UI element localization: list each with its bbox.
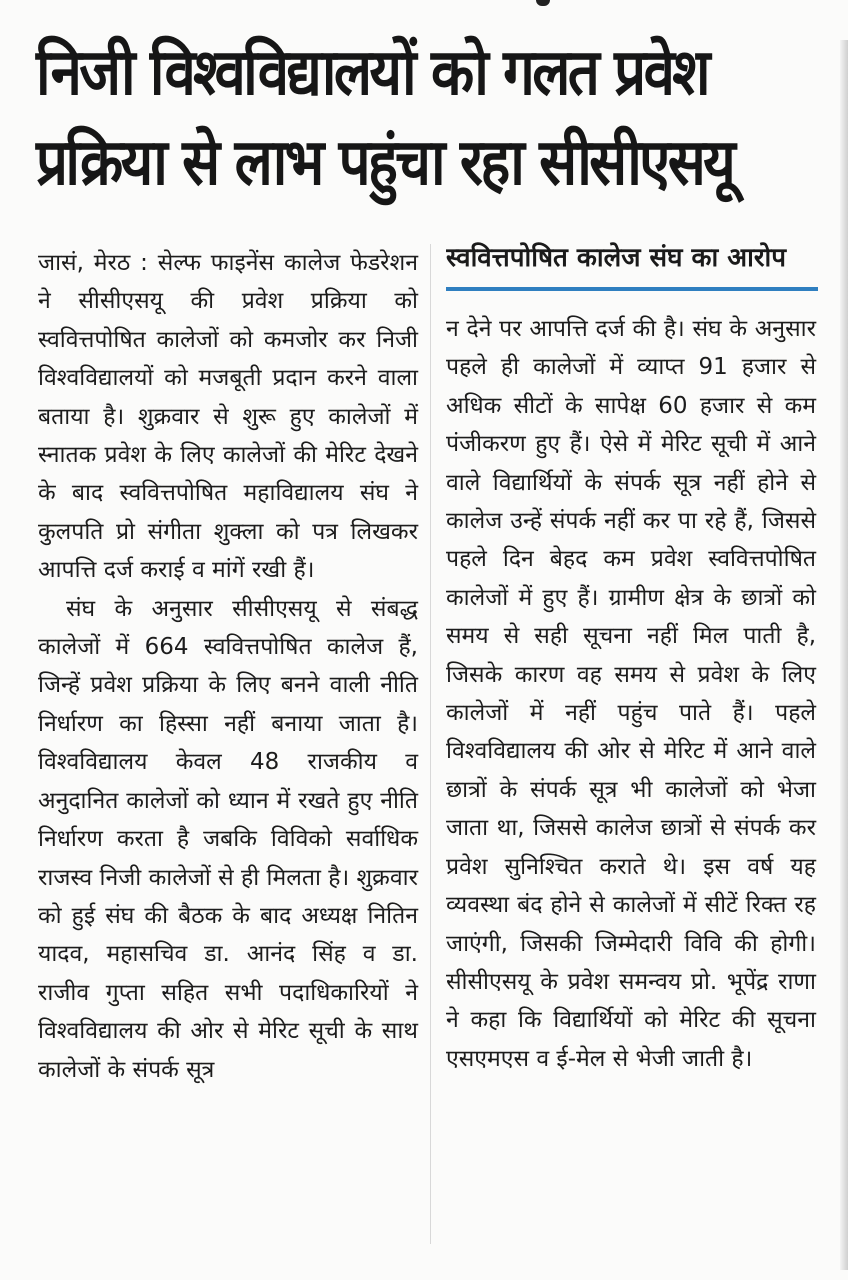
sidebar-heading-rule: [446, 287, 818, 291]
right-paragraph-1: न देने पर आपत्ति दर्ज की है। संघ के अनुसार पहले ही कालेजों में व्याप्त 91 हजार से अधिक सीटों के सापेक्ष 60 हजार से कम पंजीकरण हुए हैं। ऐसे में मेरिट सूची में आने वाले विद्यार्थियों के संपर्क सूत्र नहीं होने से कालेज उन्हें संपर्क नहीं कर पा रहे हैं, जिससे पहले दिन बेहद कम प्रवेश स्ववित्तपोषित कालेजों में हुए हैं। ग्रामीण क्षेत्र के छात्रों को समय से सही सूचना नहीं मिल पाती है, जिसके कारण वह समय से प्रवेश के लिए कालेजों में नहीं पहुंच पाते हैं। पहले विश्वविद्यालय की ओर से मेरिट में आने वाले छात्रों के संपर्क सूत्र भी कालेजों को भेजा जाता था, जिससे कालेज छात्रों से संपर्क कर प्रवेश सुनिश्चित कराते थे। इस वर्ष यह व्यवस्था बंद होने से कालेजों में सीटें रिक्त रह जाएंगी, जिसकी जिम्मेदारी विवि की होगी। सीसीएसयू के प्रवेश समन्वय प्रो. भूपेंद्र राणा ने कहा कि विद्यार्थियों को मेरिट की सूचना एसएमएस व ई-मेल से भेजी जाती है।: [446, 316, 816, 1072]
right-column: [446, 310, 816, 1078]
left-paragraph-2: संघ के अनुसार सीसीएसयू से संबद्ध कालेजों में 664 स्ववित्तपोषित कालेज हैं, जिन्हें प्रवेश प्रक्रिया के लिए बनने वाली नीति निर्धारण का हिस्सा नहीं बनाया जाता है। विश्वविद्यालय केवल 48 राजकीय व अनुदानित कालेजों को ध्यान में रखते हुए नीति निर्धारण करता है जबकि विविको सर्वाधिक राजस्व निजी कालेजों से ही मिलता है। शुक्रवार को हुई संघ की बैठक के बाद अध्यक्ष नितिन यादव, महासचिव डा. आनंद सिंह व डा. राजीव गुप्ता सहित सभी पदाधिकारियों ने विश्वविद्यालय की ओर से मेरिट सूची के साथ कालेजों के संपर्क सूत्र: [38, 595, 418, 1083]
top-edge-mark: [536, 0, 550, 6]
headline-line-2: प्रक्रिया से लाभ पहुंचा रहा सीसीएसयू: [36, 126, 734, 200]
left-paragraph-1: जासं, मेरठ : सेल्फ फाइनेंस कालेज फेडरेशन ने सीसीएसयू की प्रवेश प्रक्रिया को स्ववित्तपोषित कालेजों को कमजोर कर निजी विश्वविद्यालयों को मजबूती प्रदान करने वाला बताया है। शुक्रवार से शुरू हुए कालेजों में स्नातक प्रवेश के लिए कालेजों की मेरिट देखने के बाद स्ववित्तपोषित महाविद्यालय संघ ने कुलपति प्रो संगीता शुक्ला को पत्र लिखकर आपत्ति दर्ज कराई व मांगें रखी हैं।: [38, 250, 418, 584]
sidebar-heading: स्ववित्तपोषित कालेज संघ का आरोप: [446, 243, 786, 273]
headline: [36, 28, 734, 208]
page-edge-shadow: [840, 40, 848, 1270]
left-column: [38, 244, 418, 1089]
headline-line-1: निजी विश्वविद्यालयों को गलत प्रवेश: [36, 36, 708, 110]
column-divider: [430, 244, 431, 1244]
